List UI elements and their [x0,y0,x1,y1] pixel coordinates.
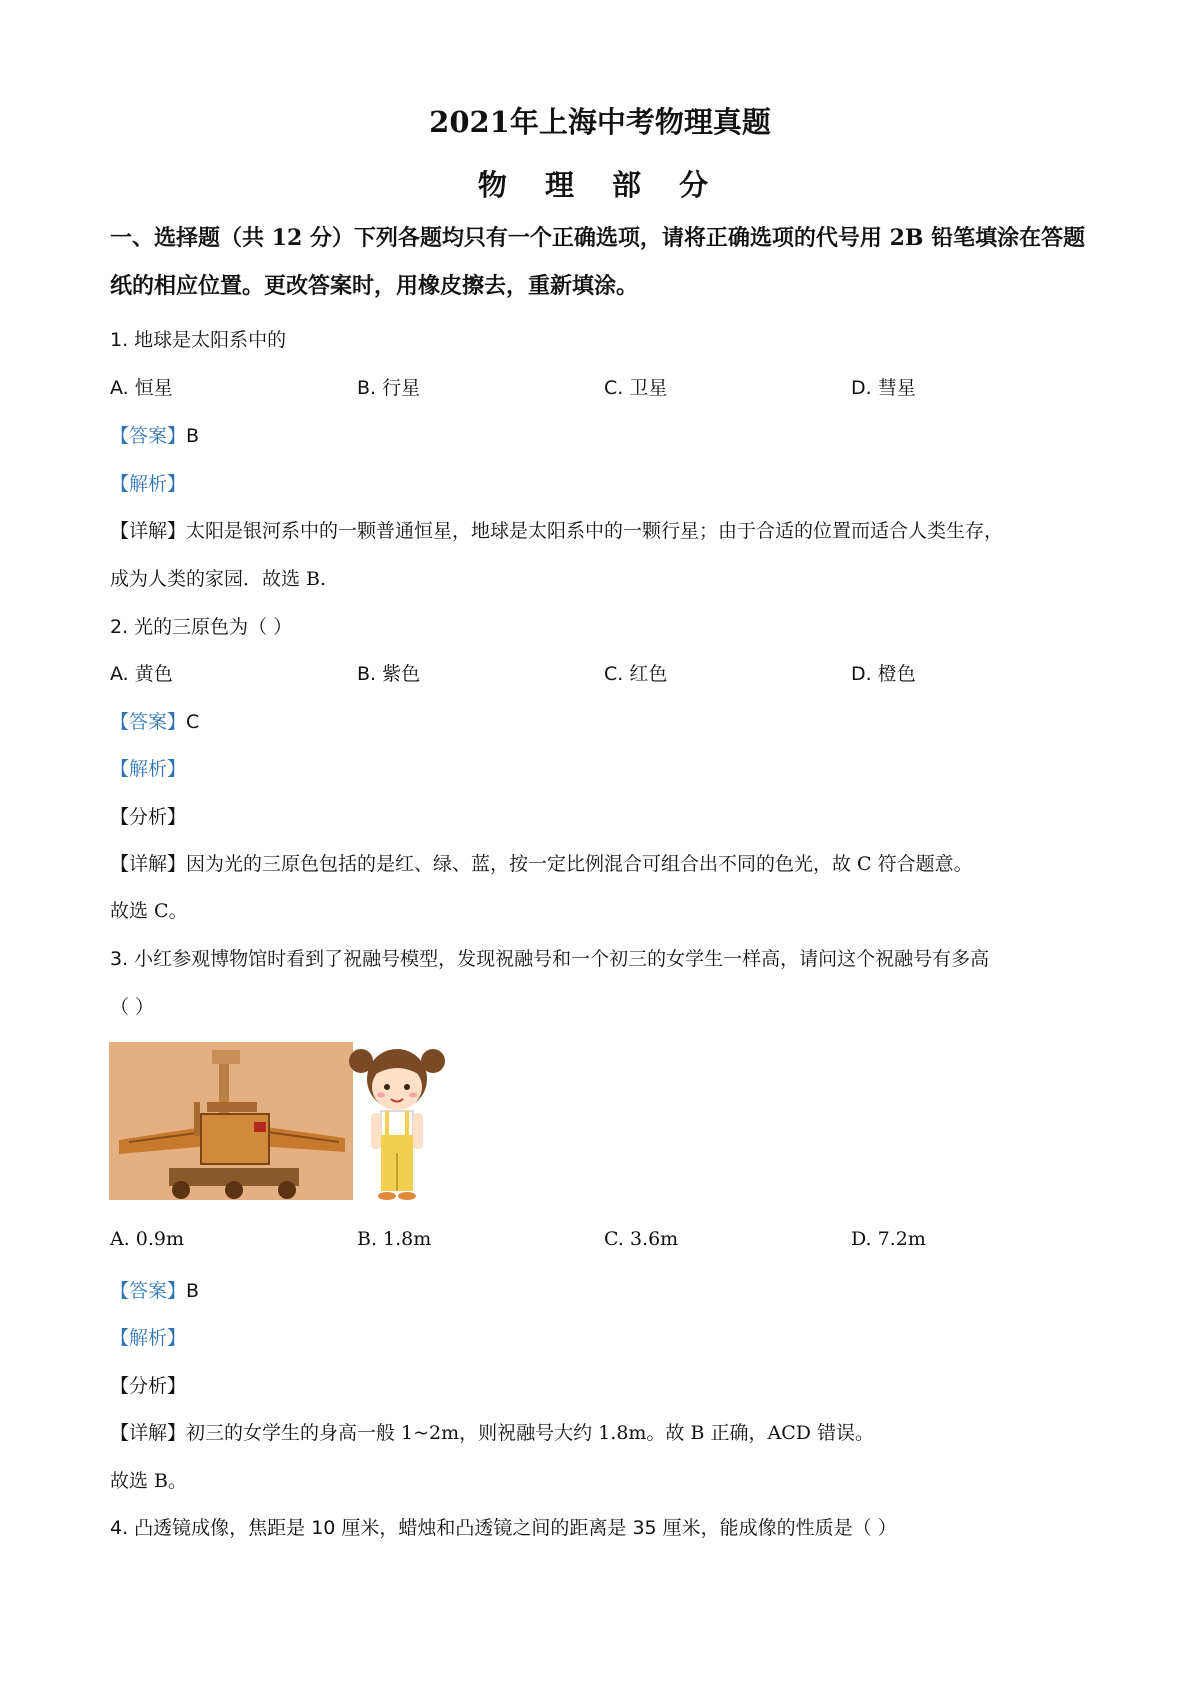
q2-fenxi-label: 【分析】 [110,806,187,828]
q3-option-d: D. 7.2m [851,1228,926,1250]
q3-option-b: B. 1.8m [357,1228,432,1250]
question-1-stem: 1. 地球是太阳系中的 [110,329,287,351]
q2-analysis-label: 【解析】 [110,758,187,780]
q3-option-a: A. 0.9m [110,1228,185,1250]
answer-value: C [186,711,200,733]
answer-label: 【答案】 [110,711,187,733]
q3-fenxi-label: 【分析】 [110,1375,187,1397]
question-3-stem-2: （ ） [110,996,155,1018]
q1-option-a: A. 恒星 [110,377,173,399]
q1-option-b: B. 行星 [357,377,421,399]
q2-option-b: B. 紫色 [357,663,421,685]
q2-detail-1: 【详解】因为光的三原色包括的是红、绿、蓝，按一定比例混合可组合出不同的色光，故 C 符合题意。 [110,853,973,875]
q3-option-c: C. 3.6m [604,1228,679,1250]
answer-value: B [186,425,200,447]
q1-detail-1: 【详解】太阳是银河系中的一颗普通恒星，地球是太阳系中的一颗行星；由于合适的位置而适合人类生存， [110,520,1004,542]
q3-detail-1: 【详解】初三的女学生的身高一般 1~2m，则祝融号大约 1.8m。故 B 正确，ACD 错误。 [110,1422,875,1444]
page-title: 2021年上海中考物理真题 [429,105,771,139]
q1-option-c: C. 卫星 [604,377,668,399]
question-3-stem: 3. 小红参观博物馆时看到了祝融号模型，发现祝融号和一个初三的女学生一样高，请问这个祝融号有多高 [110,948,990,970]
section-header: 一、选择题（共 12 分）下列各题均只有一个正确选项，请将正确选项的代号用 2B 铅笔填涂在答题纸的相应位置。更改答案时，用橡皮擦去，重新填涂。 [110,225,1086,299]
q3-answer-line [110,1276,199,1303]
girl-student-image [347,1043,447,1203]
q1-analysis-label: 【解析】 [110,473,187,495]
q2-detail-2: 故选 C。 [110,900,188,922]
zhurong-rover-image [109,1042,353,1200]
answer-value: B [186,1280,200,1302]
q1-detail-2: 成为人类的家园．故选 B. [110,568,327,590]
q3-analysis-label: 【解析】 [110,1327,187,1349]
answer-label: 【答案】 [110,425,187,447]
q2-option-c: C. 红色 [604,663,668,685]
question-4-stem: 4. 凸透镜成像，焦距是 10 厘米，蜡烛和凸透镜之间的距离是 35 厘米，能成像的性质是（ ） [110,1517,897,1539]
q1-option-d: D. 彗星 [851,377,916,399]
page-subtitle: 物 理 部 分 [477,168,723,202]
question-2-stem: 2. 光的三原色为（ ） [110,616,293,638]
q2-answer-line [110,707,199,734]
answer-label: 【答案】 [110,1280,187,1302]
q2-option-a: A. 黄色 [110,663,173,685]
q2-option-d: D. 橙色 [851,663,916,685]
q1-answer-line [110,421,199,448]
q3-detail-2: 故选 B。 [110,1470,188,1492]
